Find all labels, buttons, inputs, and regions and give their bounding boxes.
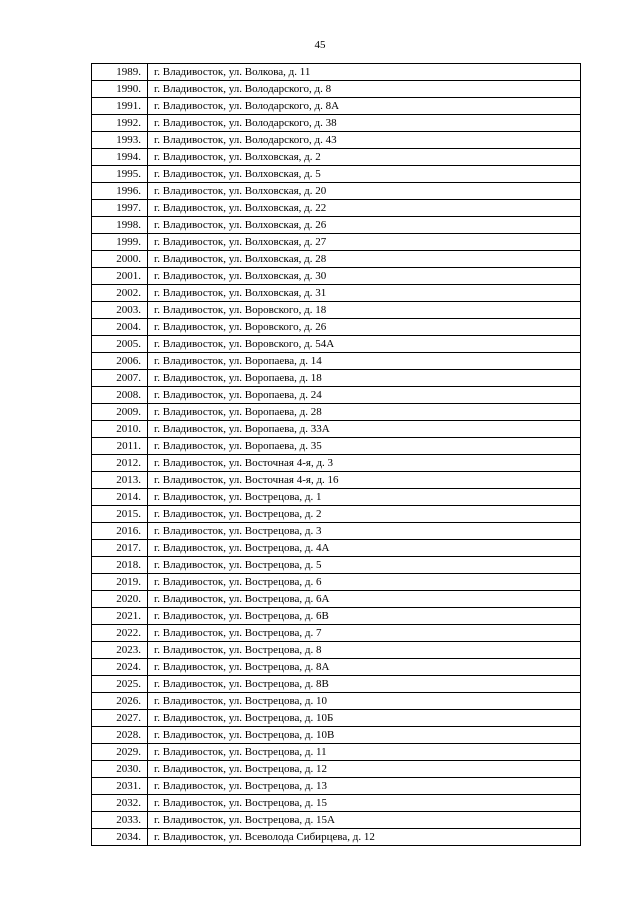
page-number: 45 (314, 39, 326, 51)
row-address: г. Владивосток, ул. Володарского, д. 38 (148, 115, 581, 132)
table-row (92, 693, 581, 710)
row-address: г. Владивосток, ул. Вострецова, д. 8А (148, 659, 581, 676)
row-number: 2016. (92, 523, 148, 540)
row-address: г. Владивосток, ул. Вострецова, д. 15 (148, 795, 581, 812)
table-row (92, 795, 581, 812)
table-row (92, 251, 581, 268)
row-number: 2018. (92, 557, 148, 574)
row-address: г. Владивосток, ул. Воропаева, д. 18 (148, 370, 581, 387)
row-number: 1990. (92, 81, 148, 98)
table-row (92, 557, 581, 574)
row-address: г. Владивосток, ул. Воропаева, д. 28 (148, 404, 581, 421)
row-number: 2014. (92, 489, 148, 506)
table-row (92, 761, 581, 778)
table-row (92, 540, 581, 557)
row-address: г. Владивосток, ул. Вострецова, д. 3 (148, 523, 581, 540)
table-row (92, 268, 581, 285)
table-row (92, 387, 581, 404)
row-number: 2031. (92, 778, 148, 795)
table-row (92, 812, 581, 829)
row-address: г. Владивосток, ул. Волховская, д. 27 (148, 234, 581, 251)
table-row (92, 608, 581, 625)
row-address: г. Владивосток, ул. Вострецова, д. 12 (148, 761, 581, 778)
table-row (92, 132, 581, 149)
row-address: г. Владивосток, ул. Восточная 4-я, д. 3 (148, 455, 581, 472)
row-address: г. Владивосток, ул. Восточная 4-я, д. 16 (148, 472, 581, 489)
row-number: 1993. (92, 132, 148, 149)
table-row (92, 438, 581, 455)
row-address: г. Владивосток, ул. Вострецова, д. 11 (148, 744, 581, 761)
row-number: 2027. (92, 710, 148, 727)
table-row (92, 472, 581, 489)
row-number: 2005. (92, 336, 148, 353)
row-number: 1996. (92, 183, 148, 200)
table-row (92, 778, 581, 795)
row-address: г. Владивосток, ул. Вострецова, д. 13 (148, 778, 581, 795)
row-address: г. Владивосток, ул. Вострецова, д. 6 (148, 574, 581, 591)
row-address: г. Владивосток, ул. Воропаева, д. 35 (148, 438, 581, 455)
row-number: 2012. (92, 455, 148, 472)
row-address: г. Владивосток, ул. Вострецова, д. 6А (148, 591, 581, 608)
table-row (92, 676, 581, 693)
row-number: 2021. (92, 608, 148, 625)
row-number: 1998. (92, 217, 148, 234)
table-row (92, 574, 581, 591)
table-row (92, 217, 581, 234)
table-row (92, 166, 581, 183)
row-address: г. Владивосток, ул. Вострецова, д. 6В (148, 608, 581, 625)
table-row (92, 421, 581, 438)
row-number: 2025. (92, 676, 148, 693)
table-row (92, 506, 581, 523)
row-number: 2015. (92, 506, 148, 523)
table-row (92, 64, 581, 81)
table-row (92, 727, 581, 744)
row-address: г. Владивосток, ул. Вострецова, д. 10Б (148, 710, 581, 727)
row-number: 1999. (92, 234, 148, 251)
table-row (92, 404, 581, 421)
table-row (92, 659, 581, 676)
row-number: 2007. (92, 370, 148, 387)
row-address: г. Владивосток, ул. Воропаева, д. 33А (148, 421, 581, 438)
row-address: г. Владивосток, ул. Волховская, д. 2 (148, 149, 581, 166)
row-address: г. Владивосток, ул. Всеволода Сибирцева, д. 12 (148, 829, 581, 846)
table-row (92, 710, 581, 727)
row-number: 1994. (92, 149, 148, 166)
table-row (92, 183, 581, 200)
row-number: 2026. (92, 693, 148, 710)
table-row (92, 285, 581, 302)
table-row (92, 200, 581, 217)
row-number: 2001. (92, 268, 148, 285)
row-address: г. Владивосток, ул. Волкова, д. 11 (148, 64, 581, 81)
row-address: г. Владивосток, ул. Володарского, д. 8А (148, 98, 581, 115)
row-address: г. Владивосток, ул. Вострецова, д. 5 (148, 557, 581, 574)
table-row (92, 234, 581, 251)
row-number: 2013. (92, 472, 148, 489)
table-row (92, 319, 581, 336)
row-number: 2011. (92, 438, 148, 455)
row-address: г. Владивосток, ул. Вострецова, д. 15А (148, 812, 581, 829)
row-number: 2032. (92, 795, 148, 812)
table-row (92, 81, 581, 98)
row-number: 2022. (92, 625, 148, 642)
row-number: 2029. (92, 744, 148, 761)
table-row (92, 98, 581, 115)
row-number: 2028. (92, 727, 148, 744)
table-row (92, 336, 581, 353)
row-address: г. Владивосток, ул. Вострецова, д. 4А (148, 540, 581, 557)
row-number: 1989. (92, 64, 148, 81)
row-number: 2033. (92, 812, 148, 829)
row-number: 2004. (92, 319, 148, 336)
row-number: 2023. (92, 642, 148, 659)
table-row (92, 353, 581, 370)
row-number: 2006. (92, 353, 148, 370)
table-row (92, 455, 581, 472)
row-address: г. Владивосток, ул. Волховская, д. 22 (148, 200, 581, 217)
table-row (92, 149, 581, 166)
row-number: 2008. (92, 387, 148, 404)
row-address: г. Владивосток, ул. Воропаева, д. 14 (148, 353, 581, 370)
row-number: 1997. (92, 200, 148, 217)
table-row (92, 489, 581, 506)
row-address: г. Владивосток, ул. Вострецова, д. 1 (148, 489, 581, 506)
row-address: г. Владивосток, ул. Вострецова, д. 8 (148, 642, 581, 659)
row-number: 1991. (92, 98, 148, 115)
row-number: 2003. (92, 302, 148, 319)
row-number: 2002. (92, 285, 148, 302)
row-address: г. Владивосток, ул. Воропаева, д. 24 (148, 387, 581, 404)
row-number: 2009. (92, 404, 148, 421)
row-number: 2030. (92, 761, 148, 778)
row-address: г. Владивосток, ул. Володарского, д. 8 (148, 81, 581, 98)
address-table-body (92, 64, 581, 846)
row-number: 2019. (92, 574, 148, 591)
row-address: г. Владивосток, ул. Волховская, д. 31 (148, 285, 581, 302)
row-address: г. Владивосток, ул. Вострецова, д. 7 (148, 625, 581, 642)
row-number: 2020. (92, 591, 148, 608)
row-address: г. Владивосток, ул. Воровского, д. 54А (148, 336, 581, 353)
row-address: г. Владивосток, ул. Волховская, д. 26 (148, 217, 581, 234)
row-address: г. Владивосток, ул. Воровского, д. 26 (148, 319, 581, 336)
table-row (92, 115, 581, 132)
table-row (92, 642, 581, 659)
table-row (92, 744, 581, 761)
row-address: г. Владивосток, ул. Волховская, д. 28 (148, 251, 581, 268)
row-number: 2034. (92, 829, 148, 846)
row-address: г. Владивосток, ул. Володарского, д. 43 (148, 132, 581, 149)
row-address: г. Владивосток, ул. Вострецова, д. 10В (148, 727, 581, 744)
row-number: 2024. (92, 659, 148, 676)
table-row (92, 591, 581, 608)
row-address: г. Владивосток, ул. Волховская, д. 30 (148, 268, 581, 285)
row-address: г. Владивосток, ул. Волховская, д. 5 (148, 166, 581, 183)
table-row (92, 370, 581, 387)
row-address: г. Владивосток, ул. Вострецова, д. 10 (148, 693, 581, 710)
row-number: 2000. (92, 251, 148, 268)
row-address: г. Владивосток, ул. Вострецова, д. 8В (148, 676, 581, 693)
row-number: 1992. (92, 115, 148, 132)
row-address: г. Владивосток, ул. Волховская, д. 20 (148, 183, 581, 200)
table-row (92, 829, 581, 846)
row-address: г. Владивосток, ул. Вострецова, д. 2 (148, 506, 581, 523)
row-address: г. Владивосток, ул. Воровского, д. 18 (148, 302, 581, 319)
row-number: 1995. (92, 166, 148, 183)
table-row (92, 523, 581, 540)
row-number: 2010. (92, 421, 148, 438)
address-table (91, 63, 581, 846)
table-row (92, 625, 581, 642)
row-number: 2017. (92, 540, 148, 557)
table-row (92, 302, 581, 319)
